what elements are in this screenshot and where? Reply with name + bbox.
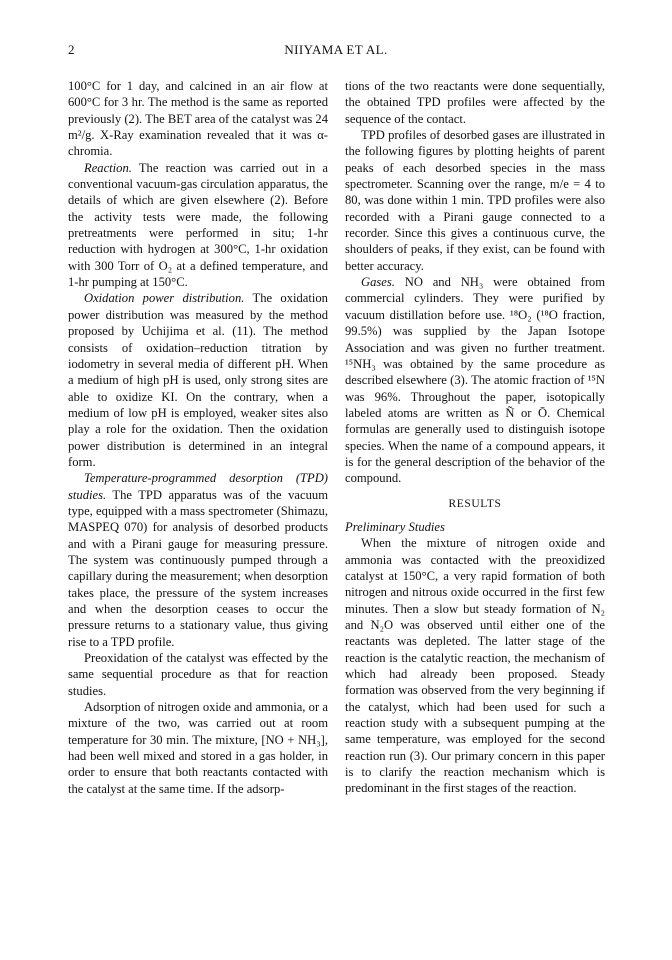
paragraph-oxidation-power-text: The oxidation power distribution was measured by the method proposed by Uchijima et al. (11). The method consists of oxidation–reduction titration by iodometry in several media of different pH. When a medium of high pH is used, only strong sites are able to oxidize KI. On the contrary, when a medium of low pH is employed, weaker sites also play a role for the oxidation. Then the oxidation power distribution is determined in an integral form.: [68, 291, 328, 469]
paragraph-tpd-profiles: TPD profiles of desorbed gases are illustrated in the following figures by plotting heights of parent peaks of each desorbed species in the mass spectrometer. Scanning over the range, m/e = 4 to 80, was done within 1 min. TPD profiles were also recorded with a Pirani gauge connected to a recorder. Since this gives a continuous curve, the shoulders of peaks, if they exist, can be found with better accuracy.: [345, 128, 605, 273]
paragraph-reaction: [68, 160, 328, 291]
run-in-head-oxidation-power: Oxidation power distribution.: [84, 291, 245, 306]
run-in-head-gases: Gases.: [361, 275, 395, 290]
paragraph-preliminary: When the mixture of nitrogen oxide and ammonia was contacted with the preoxidized catalyst at 150°C, a very rapid formation of both nitrogen and nitrous oxide occurred in the first few minutes. Then a slow but steady formation of N₂ and N₂O was observed until either one of the reactants was depleted. The latter stage of the reaction is the catalytic reaction, the mechanism of which had already been proposed. Steady formation was observed from the very beginning if the catalyst, which had been used for such a reaction study with a subsequent pumping at the same temperature, was employed for the second reaction run (3). Our primary concern in this paper is to clarify the reaction mechanism which is predominant in the first stages of the reaction.: [345, 536, 605, 796]
paragraph-preoxidation: Preoxidation of the catalyst was effected by the same sequential procedure as that for reaction studies.: [68, 651, 328, 698]
running-head: NIIYAMA ET AL.: [284, 42, 388, 57]
page-header: [68, 42, 604, 62]
paragraph-reaction-text: The reaction was carried out in a conventional vacuum-gas circulation apparatus, the details of which are given elsewhere (2). Before the activity tests were made, the following pretreatments were performed in situ; 1-hr reduction with hydrogen at 300°C, 1-hr oxidation with 300 Torr of O₂ at a defined temperature, and 1-hr pumping at 150°C.: [68, 160, 328, 290]
paragraph-tpd-text: The TPD apparatus was of the vacuum type, equipped with a mass spectrometer (Shimazu, MASPEQ 070) for analysis of desorbed products and with a Pirani gauge for measuring pressure. The system was continuously pumped through a capillary during the measurement; when desorption takes place, the pressure of the system increases and when the desorption ceases to occur the pressure returns to a stationary value, thus giving rise to a TPD profile.: [68, 487, 328, 649]
subsection-heading-preliminary: Preliminary Studies: [345, 519, 445, 534]
section-heading-results: RESULTS: [448, 497, 502, 510]
paragraph-adsorption-cont: tions of the two reactants were done sequentially, the obtained TPD profiles were affected by the sequence of the contact.: [345, 79, 605, 126]
paragraph-tpd: [68, 470, 328, 650]
paragraph-gases-text: NO and NH₃ were obtained from commercial cylinders. They were purified by vacuum distillation before use. ¹⁸O₂ (¹⁸O fraction, 99.5%) was supplied by the Japan Isotope Association and was given no further treatment. ¹⁵NH₃ was obtained by the same procedure as described elsewhere (3). The atomic fraction of ¹⁵N was 96%. Throughout the paper, isotopically labeled atoms are written as Ñ or Ō. Chemical formulas are generally used to distinguish isotope species. When the name of a compound appears, it is for the general description of the behavior of the compound.: [345, 275, 605, 486]
run-in-head-reaction: Reaction.: [84, 160, 132, 175]
paragraph-gases: [345, 274, 605, 486]
left-column: [68, 78, 328, 797]
run-in-head-tpd: Temperature-programmed desorption (TPD) studies.: [68, 471, 328, 502]
paragraph-adsorption: Adsorption of nitrogen oxide and ammonia, or a mixture of the two, was carried out at room temperature for 30 min. The mixture, [NO + NH₃], had been well mixed and stored in a gas holder, in order to ensure that both reactants contacted with the catalyst at the same time. If the adsorp-: [68, 700, 328, 796]
right-column: [345, 78, 605, 797]
paragraph-oxidation-power: [68, 290, 328, 470]
paragraph-catalyst-prep: 100°C for 1 day, and calcined in an air flow at 600°C for 3 hr. The method is the same as reported previously (2). The BET area of the catalyst was 24 m²/g. X-Ray examination revealed that it was α-chromia.: [68, 79, 328, 159]
page-number: 2: [68, 42, 75, 57]
